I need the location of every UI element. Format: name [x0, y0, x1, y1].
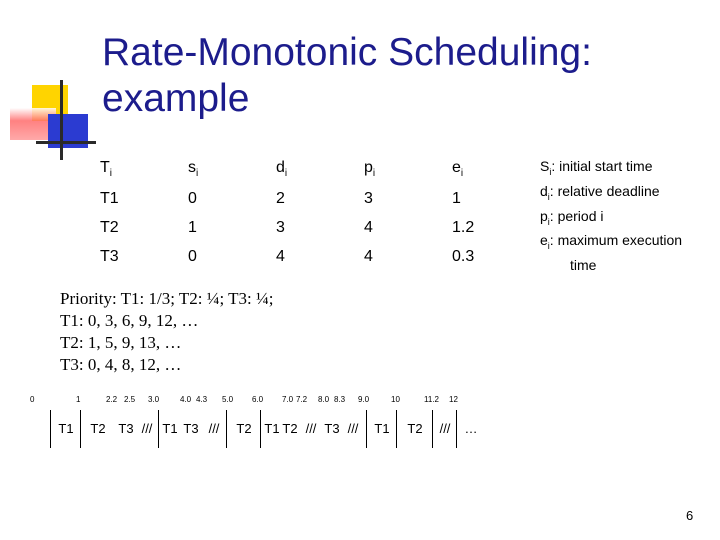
tick-label: 8.0 — [318, 395, 330, 404]
logo-vertical-line — [60, 80, 63, 160]
header-cell-task: $T_i$ — [100, 159, 113, 180]
timeline-slot: T2 — [226, 410, 261, 448]
slide-title-line1: Rate-Monotonic Scheduling: — [102, 31, 592, 74]
tick-label: 4.3 — [196, 395, 208, 404]
header-cell-exec: $e_i$ — [452, 159, 464, 180]
timeline-ticks — [0, 395, 720, 409]
timeline-slot: T1 — [50, 410, 81, 448]
timeline-slot: /// — [432, 410, 457, 448]
tick-label: 9.0 — [358, 395, 370, 404]
timeline-slot: T1 — [260, 410, 283, 448]
table-cell: T1 — [100, 189, 119, 207]
priority-text — [60, 288, 273, 376]
header-cell-period: $p_i$ — [364, 159, 376, 180]
timeline-slot: T2 — [282, 421, 298, 436]
symbol-legend — [540, 157, 720, 275]
priority-line: Priority: T1: 1/3; T2: ¼; T3: ¼; — [60, 289, 274, 308]
table-row — [92, 213, 524, 242]
table-cell: 0.3 — [452, 247, 475, 265]
tick-label: 2.2 — [106, 395, 118, 404]
tick-label: 8.3 — [334, 395, 346, 404]
legend-item-deadline: $d_i$: relative deadline — [540, 182, 660, 202]
timeline-slot: T1 — [366, 410, 397, 448]
legend-item-exec: $e_i$: maximum execution — [540, 232, 683, 252]
timeline-slot: T2 — [80, 410, 115, 448]
header-cell-deadline: $d_i$ — [276, 159, 288, 180]
tick-label: 2.5 — [124, 395, 136, 404]
tick-label: 1 — [76, 395, 81, 404]
timeline-slot: T3 — [324, 421, 340, 436]
timeline-slot: … — [456, 410, 485, 448]
timeline-slot: /// — [347, 421, 359, 436]
table-cell: T3 — [100, 247, 119, 265]
tick-label: 11.2 — [424, 395, 439, 404]
tick-label: 5.0 — [222, 395, 234, 404]
task-parameter-table — [92, 155, 524, 271]
timeline-slot: /// — [305, 421, 317, 436]
table-cell: T2 — [100, 218, 119, 236]
table-cell: 1 — [188, 218, 197, 236]
tick-label: 7.2 — [296, 395, 308, 404]
slide-title — [102, 30, 662, 122]
legend-item-exec-cont: time — [570, 257, 597, 274]
timeline-slot: T3 — [183, 421, 199, 436]
table-row — [92, 184, 524, 213]
table-row — [92, 242, 524, 271]
table-cell: 3 — [276, 218, 285, 236]
timeline-slot: T3 — [118, 421, 134, 436]
tick-label: 12 — [449, 395, 458, 404]
legend-item-period: $p_i$: period i — [540, 207, 604, 227]
table-cell: 4 — [276, 247, 285, 265]
table-cell: 3 — [364, 189, 373, 207]
table-cell: 1.2 — [452, 218, 475, 236]
tick-label: 4.0 — [180, 395, 192, 404]
slide-title-line2: example — [102, 77, 250, 120]
header-cell-start: $s_i$ — [188, 159, 199, 180]
table-cell: 4 — [364, 247, 373, 265]
tick-label: 0 — [30, 395, 35, 404]
timeline-slot: /// — [141, 421, 153, 436]
table-cell: 0 — [188, 189, 197, 207]
table-cell: 1 — [452, 189, 461, 207]
table-cell: 2 — [276, 189, 285, 207]
page-number: 6 — [686, 508, 694, 523]
release-line-t3: T3: 0, 4, 8, 12, … — [60, 355, 182, 374]
timeline-slot: T2 — [396, 410, 433, 448]
table-header-row — [92, 155, 524, 184]
release-line-t1: T1: 0, 3, 6, 9, 12, … — [60, 311, 199, 330]
timeline-slot: T1 — [158, 410, 181, 448]
tick-label: 6.0 — [252, 395, 264, 404]
table-cell: 4 — [364, 218, 373, 236]
table-cell: 0 — [188, 247, 197, 265]
tick-label: 3.0 — [148, 395, 160, 404]
tick-label: 7.0 — [282, 395, 294, 404]
logo-horizontal-line — [36, 141, 96, 144]
tick-label: 10 — [391, 395, 400, 404]
timeline-slot: /// — [208, 421, 220, 436]
release-line-t2: T2: 1, 5, 9, 13, … — [60, 333, 182, 352]
legend-item-start: $S_i$: initial start time — [540, 158, 653, 177]
